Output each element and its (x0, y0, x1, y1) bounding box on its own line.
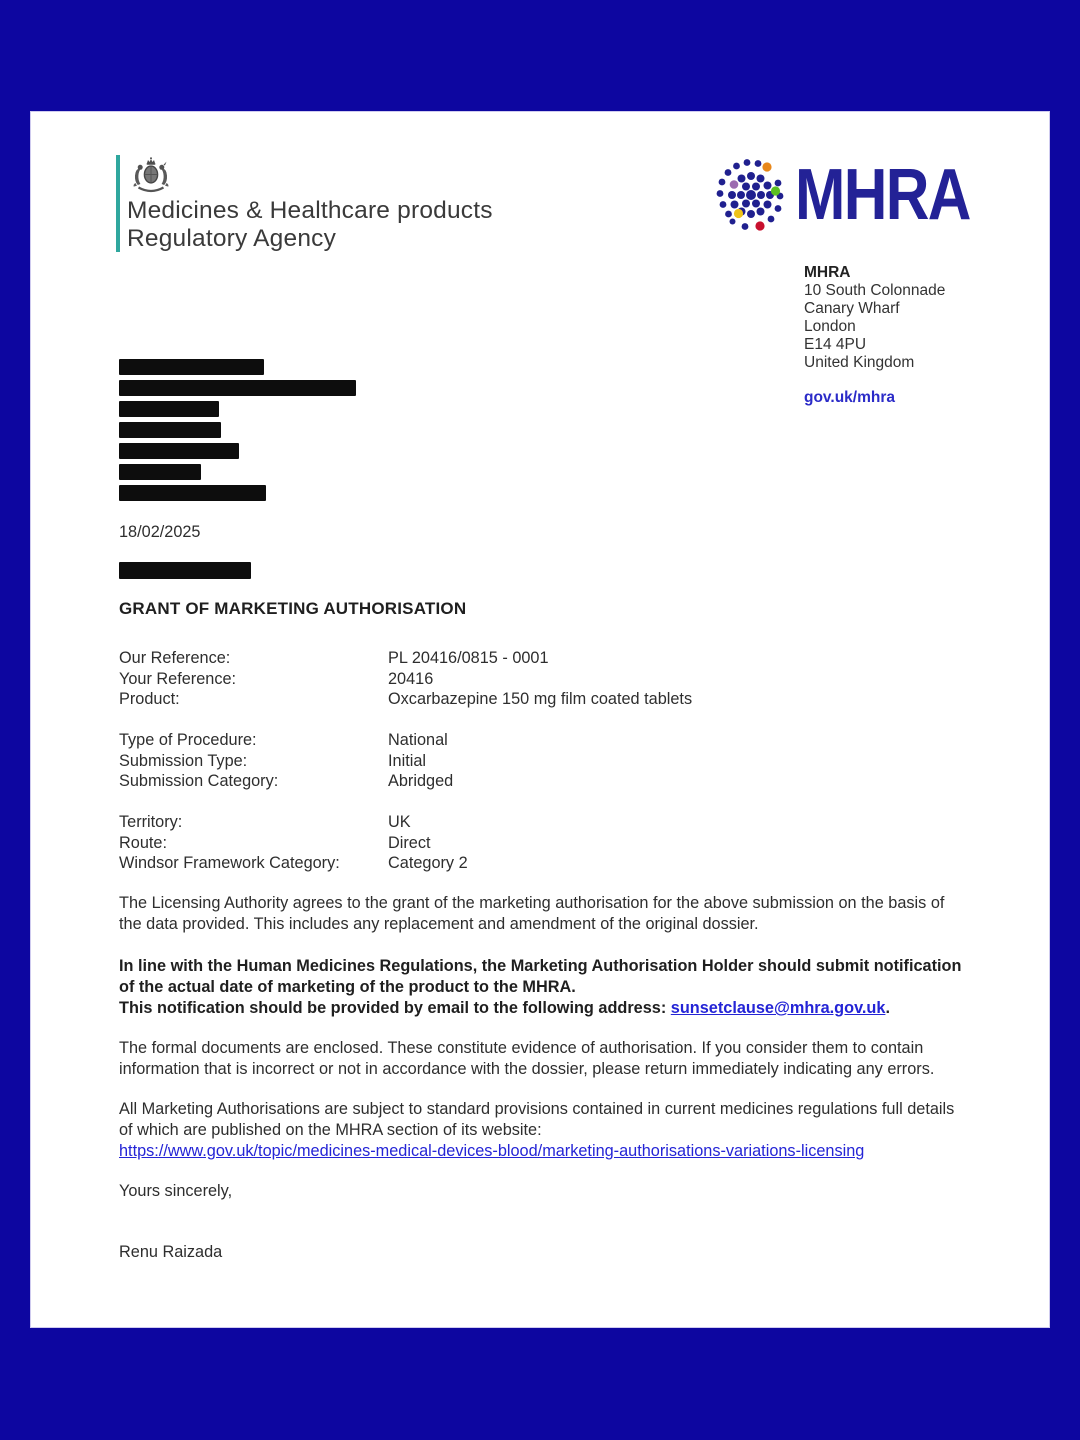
reference-value: PL 20416/0815 - 0001 (388, 649, 549, 667)
letter-date: 18/02/2025 (119, 523, 201, 541)
paragraph-line: All Marketing Authorisations are subject to standard provisions contained in current medicines regulations full details (119, 1100, 955, 1118)
salutation-redacted (119, 562, 251, 579)
reference-row (119, 771, 692, 792)
reference-label: Route: (119, 833, 167, 852)
logo-divider-bar (116, 155, 120, 252)
redacted-line (119, 359, 264, 375)
letter-page (30, 111, 1050, 1328)
recipient-address-redacted (119, 359, 356, 506)
reference-row (119, 648, 692, 669)
reference-row (119, 751, 692, 772)
reference-row (119, 812, 692, 833)
paragraph-standard-provisions (119, 1099, 954, 1162)
address-line: 10 South Colonnade (804, 282, 946, 299)
reference-row (119, 730, 692, 751)
closing-line: Yours sincerely, (119, 1182, 233, 1200)
royal-crest-icon (128, 155, 174, 195)
reference-value: Oxcarbazepine 150 mg film coated tablets (388, 690, 693, 708)
paragraph-notification (119, 956, 961, 1019)
reference-row (119, 833, 692, 854)
reference-label: Product: (119, 690, 180, 708)
redacted-line (119, 485, 266, 501)
reference-table (119, 648, 692, 874)
reference-label: Type of Procedure: (119, 731, 257, 749)
paragraph-line: of the actual date of marketing of the product to the MHRA. (119, 978, 576, 996)
paragraph-line (119, 998, 961, 1019)
paragraph-line: the data provided. This includes any replacement and amendment of the original dossier. (119, 915, 759, 933)
sunset-clause-email-link[interactable]: sunsetclause@mhra.gov.uk (670, 999, 886, 1017)
reference-value: National (388, 731, 448, 749)
reference-row (119, 669, 692, 690)
reference-label: Submission Category: (119, 772, 279, 790)
reference-row (119, 689, 692, 710)
paragraph-line: of which are published on the MHRA section of its website: (119, 1121, 542, 1139)
reference-value: Abridged (388, 772, 454, 790)
reference-value: Category 2 (388, 854, 468, 872)
notification-line-suffix: . (885, 999, 890, 1017)
redacted-line (119, 422, 221, 438)
agency-name-line2: Regulatory Agency (127, 224, 337, 252)
mhra-agency-logo (116, 155, 493, 252)
mhra-address-block (804, 264, 945, 407)
signatory-name: Renu Raizada (119, 1243, 223, 1261)
reference-label: Your Reference: (119, 669, 237, 688)
redacted-line (119, 443, 239, 459)
agency-name-line1: Medicines & Healthcare products (127, 197, 493, 224)
paragraph-line (119, 1141, 954, 1162)
mhra-dots-icon (711, 153, 791, 237)
reference-label: Territory: (119, 813, 183, 831)
address-line: Canary Wharf (804, 300, 900, 317)
reference-value: UK (388, 813, 411, 831)
reference-value: Initial (388, 751, 427, 770)
reference-label: Windsor Framework Category: (119, 854, 340, 872)
mhra-website-link[interactable]: gov.uk/mhra (804, 389, 896, 406)
redacted-line (119, 401, 219, 417)
reference-value: 20416 (388, 669, 434, 688)
address-line: E14 4PU (804, 336, 867, 353)
reference-label: Submission Type: (119, 751, 248, 770)
reference-row (119, 853, 692, 874)
paragraph-grant (119, 893, 944, 935)
subject-heading: GRANT OF MARKETING AUTHORISATION (119, 599, 467, 618)
paragraph-line: information that is incorrect or not in accordance with the dossier, please return immediately indicating any errors. (119, 1060, 935, 1078)
gov-uk-licensing-link[interactable]: https://www.gov.uk/topic/medicines-medical-devices-blood/marketing-authorisations-variations-licensing (119, 1142, 865, 1160)
redacted-line (119, 380, 356, 396)
mhra-wordmark: MHRA (795, 155, 970, 235)
reference-label: Our Reference: (119, 649, 231, 667)
paragraph-line: In line with the Human Medicines Regulations, the Marketing Authorisation Holder should submit notification (119, 957, 962, 975)
address-line: United Kingdom (804, 354, 915, 371)
paragraph-line: The Licensing Authority agrees to the grant of the marketing authorisation for the above submission on the basis of (119, 894, 945, 912)
address-name: MHRA (804, 264, 851, 281)
reference-value: Direct (388, 833, 431, 852)
notification-line-prefix: This notification should be provided by email to the following address: (119, 999, 671, 1017)
paragraph-line: The formal documents are enclosed. These constitute evidence of authorisation. If you consider them to contain (119, 1039, 924, 1057)
paragraph-formal-documents (119, 1038, 934, 1080)
redacted-line (119, 464, 201, 480)
address-line: London (804, 318, 856, 335)
